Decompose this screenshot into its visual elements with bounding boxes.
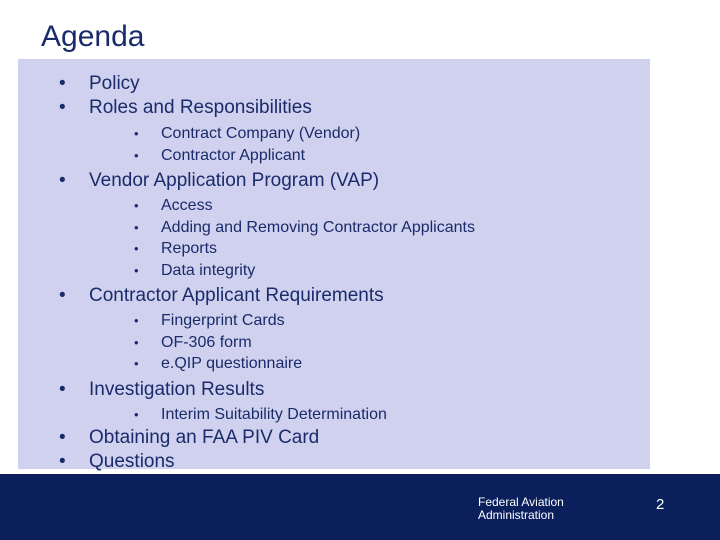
agenda-subitem-label: Adding and Removing Contractor Applicants [161,218,475,236]
page-number: 2 [656,496,665,513]
agenda-subitem-label: Contractor Applicant [161,146,306,164]
agenda-subitem [18,123,650,145]
agenda-subitem-label: Interim Suitability Determination [161,405,387,423]
agenda-item-label: Contractor Applicant Requirements [89,285,384,306]
agenda-subitem-label: Data integrity [161,261,256,279]
agency-name-line1: Federal Aviation [478,495,564,509]
agenda-subitem-label: Reports [161,240,218,257]
agenda-item-piv [18,426,650,450]
bullet-icon: • [59,427,66,448]
bullet-icon: • [134,406,139,422]
agenda-item-investigation [18,378,650,402]
agenda-subitem [18,238,650,260]
agenda-item-label: Obtaining an FAA PIV Card [89,427,320,448]
agenda-subitem-label: Contract Company (Vendor) [161,125,361,142]
agency-name-line2: Administration [478,508,555,522]
agenda-subitem [18,217,650,239]
agenda-subitem [18,260,650,282]
bullet-icon: • [134,126,139,141]
footer-bar [0,474,720,540]
agenda-item-label: Policy [89,73,140,94]
agency-name [478,496,564,522]
bullet-icon: • [134,147,139,163]
agenda-item-label: Questions [89,451,175,472]
agenda-subitem-label: Fingerprint Cards [161,312,285,329]
agenda-panel [18,59,650,472]
bullet-icon: • [134,262,139,278]
bullet-icon: • [59,451,66,472]
agenda-subitem [18,332,650,354]
agenda-item-policy [18,72,650,96]
agenda-item-questions [18,450,650,474]
bullet-icon: • [134,198,139,213]
agenda-list [18,72,650,474]
bullet-icon: • [59,285,66,306]
bullet-icon: • [59,97,66,118]
agenda-subitem [18,404,650,426]
bullet-icon: • [134,219,139,235]
bullet-icon: • [59,378,66,400]
agenda-item-requirements [18,284,650,308]
agenda-subitem-label: OF-306 form [161,333,252,351]
slide-title: Agenda [41,20,145,53]
bullet-icon: • [59,170,66,191]
bullet-icon: • [134,334,139,350]
agenda-subitem [18,353,650,375]
bullet-icon: • [134,313,139,328]
agenda-item-label: Investigation Results [89,378,265,400]
agenda-subitem [18,195,650,217]
agenda-item-roles [18,96,650,120]
agenda-item-label: Roles and Responsibilities [89,97,312,118]
agenda-item-label: Vendor Application Program (VAP) [89,170,380,191]
bullet-icon: • [134,241,139,256]
agenda-subitem-label: Access [161,197,213,214]
agenda-subitem [18,145,650,167]
agenda-subitem [18,310,650,332]
bullet-icon: • [59,73,66,94]
agenda-item-vap [18,169,650,193]
bullet-icon: • [134,356,139,371]
agenda-subitem-label: e.QIP questionnaire [161,355,303,372]
